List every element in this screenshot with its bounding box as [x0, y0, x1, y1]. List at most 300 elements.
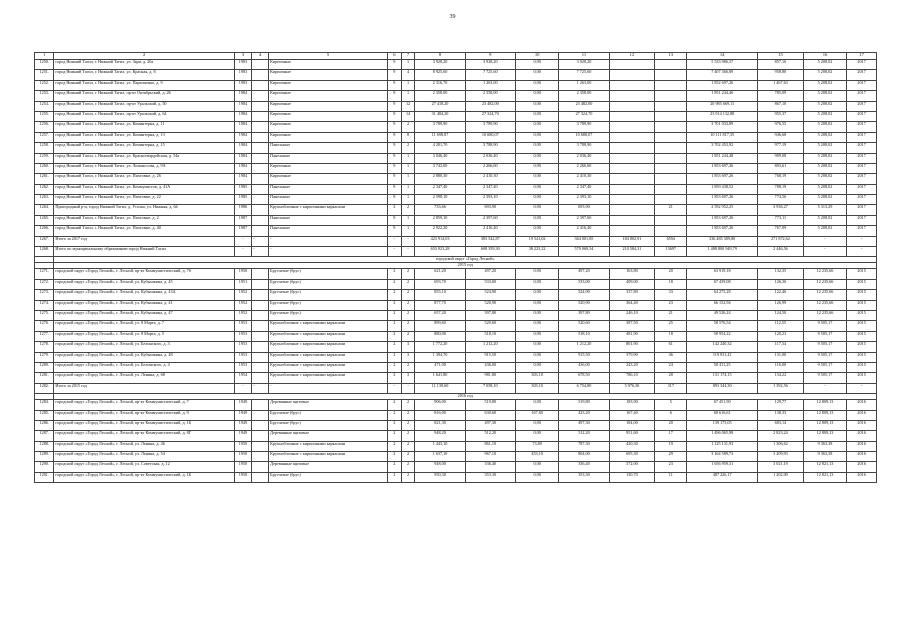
table-cell: 1276.	[35, 321, 54, 331]
address-cell: городской округ «Город Лесной», г. Лесной, ул. Белинского, д. 4	[54, 362, 235, 372]
table-cell: 5 208,02	[803, 153, 846, 163]
table-cell: 0,00	[515, 174, 558, 184]
table-cell: 1287.	[35, 431, 54, 441]
table-cell: 1255.	[35, 111, 54, 121]
address-cell: Пригородный р-н, город Нижний Тагил, д. Усолка, ул. Нижняя, д. 64	[54, 205, 235, 215]
table-cell: 12 809,13	[803, 410, 846, 420]
address-cell: городской округ «Город Лесной», г. Лесной, пр-кт Коммунистический, д. 7	[54, 400, 235, 410]
table-cell: 1251.	[35, 70, 54, 80]
table-cell: 1262.	[35, 184, 54, 194]
table-cell: 1954	[234, 373, 251, 383]
table-cell: 2	[387, 342, 401, 352]
table-cell: 9 505,17	[803, 352, 846, 362]
table-cell: 11 698,87	[415, 132, 465, 142]
table-cell: 1986	[234, 205, 251, 215]
table-cell: 1983	[234, 70, 251, 80]
table-cell: 0,00	[515, 143, 558, 153]
table-cell: 2017	[847, 101, 877, 111]
table-cell: 2 316,70	[415, 80, 465, 90]
table-cell: 8	[401, 132, 415, 142]
header-cell: 15	[758, 53, 804, 60]
table-cell: 1 853 697,26	[687, 174, 758, 184]
address-cell: Итого за 2015 год	[54, 383, 235, 393]
table-cell: 2	[401, 410, 415, 420]
table-cell	[252, 205, 269, 215]
table-cell: 512,20	[559, 431, 609, 441]
table-cell	[252, 452, 269, 462]
table-cell: 3 046,40	[415, 153, 465, 163]
table-cell: Брусчатые (брус)	[269, 279, 388, 289]
table-cell	[655, 101, 687, 111]
table-cell: 0,00	[515, 163, 558, 173]
table-cell: 2	[387, 300, 401, 310]
table-cell: 519,80	[559, 400, 609, 410]
address-cell: городской округ «Город Лесной», г. Лесной, ул. 8 Марта, д. 7	[54, 321, 235, 331]
table-cell: 23 482,00	[465, 101, 515, 111]
table-cell: 0,00	[515, 462, 558, 472]
table-cell: 816,00	[415, 410, 465, 420]
table-cell: 317	[655, 383, 687, 393]
table-cell: 2	[401, 431, 415, 441]
table-cell: 21	[655, 310, 687, 320]
table-cell: 9	[387, 143, 401, 153]
address-cell: Итого за 2017 год	[54, 236, 235, 246]
table-cell	[252, 342, 269, 352]
table-cell: 12 235,66	[803, 310, 846, 320]
table-cell	[252, 373, 269, 383]
table-cell: -	[269, 236, 388, 246]
address-cell: городской округ «Город Лесной», г. Лесной, ул. Ленина, д. 68	[54, 373, 235, 383]
table-cell: 861,10	[465, 441, 515, 451]
header-cell: 9	[465, 53, 515, 60]
table-cell: 2015	[847, 300, 877, 310]
table-cell: 2	[401, 205, 415, 215]
table-cell: 139 175,05	[687, 420, 758, 430]
table-row	[35, 215, 877, 225]
table-row	[35, 452, 877, 462]
table-cell: 58 954,22	[687, 331, 758, 341]
table-cell: 3 209,93	[758, 452, 804, 462]
table-cell: 1984	[234, 153, 251, 163]
table-cell: 24	[655, 362, 687, 372]
table-cell: 67 451,90	[687, 400, 758, 410]
table-cell: 1272.	[35, 279, 54, 289]
table-cell: 0,00	[515, 352, 558, 362]
table-row	[35, 383, 877, 393]
table-cell: 1983	[234, 80, 251, 90]
table-row	[35, 132, 877, 142]
header-cell: 2	[54, 53, 235, 60]
table-cell: 27 324,70	[465, 111, 515, 121]
table-cell: 18	[655, 279, 687, 289]
table-cell: 3 936,27	[758, 205, 804, 215]
table-cell: Кирпичные	[269, 111, 388, 121]
table-cell: 2 347,40	[465, 184, 515, 194]
table-cell: 61	[655, 342, 687, 352]
table-cell: 130,70	[609, 472, 655, 482]
table-cell: Крупноблочные с кирпичными каркасами	[269, 342, 388, 352]
table-cell: 0,00	[515, 184, 558, 194]
table-cell: -	[847, 383, 877, 393]
table-cell: 2017	[847, 205, 877, 215]
table-cell: 13697	[655, 247, 687, 257]
table-cell: 6594	[655, 236, 687, 246]
table-cell: 0,00	[515, 279, 558, 289]
table-cell: 9	[387, 122, 401, 132]
table-cell	[252, 472, 269, 482]
table-cell: 821,30	[415, 420, 465, 430]
table-cell: 1278.	[35, 342, 54, 352]
table-cell: 5 208,02	[803, 122, 846, 132]
table-cell: -	[269, 247, 388, 257]
table-cell: 867,10	[758, 101, 804, 111]
table-cell	[252, 290, 269, 300]
address-cell: город Нижний Тагил, г. Нижний Тагил, пр-кт Уральский, д. 50	[54, 101, 235, 111]
table-cell: 2017	[847, 91, 877, 101]
table-cell	[252, 279, 269, 289]
table-cell: Брусчатые (брус)	[269, 290, 388, 300]
table-row	[35, 400, 877, 410]
table-cell: 12 821,13	[803, 462, 846, 472]
address-cell: город Нижний Тагил, г. Нижний Тагил, ул. Пихтовые, д. 40	[54, 226, 235, 236]
table-cell: 1951	[234, 279, 251, 289]
table-cell: 0,00	[515, 290, 558, 300]
table-cell	[655, 143, 687, 153]
table-cell	[252, 163, 269, 173]
table-cell: 2015	[847, 321, 877, 331]
table-cell	[252, 269, 269, 279]
table-cell: -	[847, 247, 877, 257]
table-cell: 9	[387, 163, 401, 173]
table-cell: 497,30	[465, 420, 515, 430]
table-cell: 1291.	[35, 472, 54, 482]
table-row	[35, 205, 877, 215]
table-cell: 520,60	[559, 321, 609, 331]
table-cell: 1265.	[35, 215, 54, 225]
table-cell: 767,09	[758, 226, 804, 236]
table-cell: 131,00	[758, 352, 804, 362]
table-cell: 336 485 309,80	[687, 236, 758, 246]
table-cell: Крупноблочные с кирпичными каркасами	[269, 441, 388, 451]
table-cell: 899,60	[415, 321, 465, 331]
table-cell: 10 680,07	[559, 132, 609, 142]
table-cell: 1 212,20	[559, 342, 609, 352]
table-cell	[609, 101, 655, 111]
table-cell: 2017	[847, 122, 877, 132]
table-cell: 1259.	[35, 153, 54, 163]
table-cell: 693,90	[559, 205, 609, 215]
table-cell: 1 853 697,26	[687, 215, 758, 225]
table-cell: 2017	[847, 80, 877, 90]
header-cell: 10	[515, 53, 558, 60]
table-cell: 2 922,20	[415, 226, 465, 236]
table-cell: 6	[655, 410, 687, 420]
table-cell: 58 576,54	[687, 321, 758, 331]
header-cell: 14	[687, 53, 758, 60]
table-cell	[609, 163, 655, 173]
table-cell: 271 872,62	[758, 236, 804, 246]
table-cell: 423 914,03	[415, 236, 465, 246]
table-cell: 3 788,90	[465, 143, 515, 153]
table-cell: 2015	[847, 362, 877, 372]
table-cell: -	[803, 236, 846, 246]
table-row	[35, 362, 877, 372]
table-cell	[252, 184, 269, 194]
table-cell: 1	[401, 163, 415, 173]
table-cell: 1 852 697,26	[687, 80, 758, 90]
table-cell: Панельные	[269, 195, 388, 205]
table-cell: 774,56	[758, 195, 804, 205]
table-cell: Брусчатые (брус)	[269, 269, 388, 279]
table-cell: 1268.	[35, 247, 54, 257]
table-cell: 9 363,38	[803, 441, 846, 451]
table-cell: 1985	[234, 195, 251, 205]
table-cell: 2	[401, 452, 415, 462]
table-cell: 1 859 438,52	[687, 184, 758, 194]
table-cell	[655, 91, 687, 101]
table-cell	[655, 70, 687, 80]
header-cell: 13	[655, 53, 687, 60]
table-cell: 9 505,17	[803, 331, 846, 341]
table-cell: 11	[655, 472, 687, 482]
table-cell: 120,23	[758, 331, 804, 341]
table-cell: Кирпичные	[269, 101, 388, 111]
table-cell: 379,90	[609, 352, 655, 362]
table-cell: 1984	[234, 122, 251, 132]
table-cell: 1257.	[35, 132, 54, 142]
table-cell: 1 488 800 949,79	[687, 247, 758, 257]
table-cell: 1949	[234, 410, 251, 420]
table-cell: Панельные	[269, 184, 388, 194]
table-cell: 2	[401, 269, 415, 279]
table-cell: 33	[655, 290, 687, 300]
table-row	[35, 153, 877, 163]
header-cell: 11	[559, 53, 609, 60]
table-cell	[655, 226, 687, 236]
table-cell: 2 347,40	[415, 184, 465, 194]
table-cell	[252, 80, 269, 90]
table-cell: 0,00	[515, 310, 558, 320]
section-title: 2015 год	[54, 263, 877, 269]
table-cell: Брусчатые (брус)	[269, 310, 388, 320]
table-cell: 5 208,02	[803, 184, 846, 194]
table-cell: 28	[655, 373, 687, 383]
table-cell	[252, 60, 269, 70]
table-cell: 9	[387, 101, 401, 111]
address-cell: город Нижний Тагил, г. Нижний Тагил, ул. Коминтерна, д. 15	[54, 143, 235, 153]
table-row	[35, 80, 877, 90]
table-cell: 1952	[234, 290, 251, 300]
table-row	[35, 91, 877, 101]
table-cell: Крупноблочные с кирпичными каркасами	[269, 205, 388, 215]
table-cell: 2	[387, 310, 401, 320]
table-cell: 31 484,20	[415, 111, 465, 121]
table-cell	[655, 60, 687, 70]
address-cell: город Нижний Тагил, г. Нижний Тагил, ул. Пихтовые, д. 26	[54, 174, 235, 184]
table-cell: 0,00	[515, 215, 558, 225]
table-cell: 353,30	[559, 472, 609, 482]
table-cell: 2017	[847, 111, 877, 121]
table-cell	[655, 122, 687, 132]
table-cell: 20	[655, 420, 687, 430]
table-cell: 0,00	[515, 101, 558, 111]
table-cell: 497,20	[559, 269, 609, 279]
table-cell: -	[234, 247, 251, 257]
table-cell: 487 226,17	[687, 472, 758, 482]
table-cell	[252, 91, 269, 101]
table-cell: 243,20	[609, 362, 655, 372]
table-cell: 2	[387, 269, 401, 279]
table-cell: 1	[401, 174, 415, 184]
table-cell: 2015	[847, 352, 877, 362]
table-cell: 9	[387, 132, 401, 142]
table-cell: 1953	[234, 362, 251, 372]
table-cell: 9 505,17	[803, 321, 846, 331]
table-cell: 773,11	[758, 215, 804, 225]
table-cell: 1 212,20	[465, 342, 515, 352]
table-cell: 364 001,85	[559, 236, 609, 246]
table-cell	[252, 122, 269, 132]
table-cell: 3 928,20	[559, 60, 609, 70]
table-cell: 893 344,30	[687, 383, 758, 393]
table-cell: 0,00	[515, 472, 558, 482]
table-cell: 68 616,61	[687, 410, 758, 420]
table-cell: 29	[655, 452, 687, 462]
table-cell: Крупноблочные с кирпичными каркасами	[269, 321, 388, 331]
table-cell: 38 223,22	[515, 247, 558, 257]
header-cell: 3	[234, 53, 251, 60]
table-cell: Крупноблочные с кирпичными каркасами	[269, 452, 388, 462]
table-cell: 1271.	[35, 269, 54, 279]
table-cell: -	[401, 383, 415, 393]
table-cell: 1275.	[35, 310, 54, 320]
table-cell: 2	[387, 462, 401, 472]
table-cell: 1 496 065,98	[687, 431, 758, 441]
table-cell: 126,36	[758, 279, 804, 289]
table-cell: 2 036,40	[559, 153, 609, 163]
table-cell: 337,80	[609, 290, 655, 300]
table-cell	[655, 80, 687, 90]
table-cell: 497,20	[465, 269, 515, 279]
table-cell: 533,00	[559, 279, 609, 289]
table-cell: 695,30	[609, 452, 655, 462]
table-cell: 3	[401, 373, 415, 383]
table-cell: 693,90	[465, 205, 515, 215]
table-cell: 1 637,10	[415, 452, 465, 462]
table-cell: 1256.	[35, 122, 54, 132]
table-cell: 877,70	[415, 300, 465, 310]
table-cell: 950,30	[415, 472, 465, 482]
table-cell: 2	[401, 362, 415, 372]
address-cell: городской округ «Город Лесной», г. Лесной, ул. Ленина, д. 46	[54, 441, 235, 451]
table-cell: 1949	[234, 400, 251, 410]
table-cell: 2	[401, 472, 415, 482]
table-cell: 18	[655, 331, 687, 341]
table-cell: 2 358,00	[559, 91, 609, 101]
table-cell: 1950	[234, 452, 251, 462]
table-cell: 131 174,15	[687, 373, 758, 383]
table-cell: 0,00	[515, 226, 558, 236]
table-cell: 2 598,10	[415, 195, 465, 205]
table-cell: 5 976,30	[609, 383, 655, 393]
table-cell: 2015	[847, 290, 877, 300]
table-cell	[609, 70, 655, 80]
table-cell: 0,00	[515, 431, 558, 441]
table-cell: 948,20	[415, 431, 465, 441]
table-cell: 0,00	[515, 400, 558, 410]
table-cell: 1 202,00	[758, 472, 804, 482]
table-row	[35, 247, 877, 257]
table-cell	[252, 226, 269, 236]
table-cell: 1950	[234, 462, 251, 472]
table-cell: Брусчатые (брус)	[269, 472, 388, 482]
address-cell: город Нижний Тагил, г. Нижний Тагил, ул. Коммунистов, д. 41А	[54, 184, 235, 194]
address-cell: город Нижний Тагил, г. Нижний Тагил, ул. Красногвардейская, д. 54а	[54, 153, 235, 163]
table-cell: 1983	[234, 60, 251, 70]
table-cell	[252, 70, 269, 80]
table-cell: -	[387, 383, 401, 393]
table-cell: 17	[655, 431, 687, 441]
table-cell: 1 263,00	[465, 80, 515, 90]
table-cell: 1953	[234, 352, 251, 362]
table-cell: 1258.	[35, 143, 54, 153]
table-cell: 2015	[847, 373, 877, 383]
table-cell: 857,16	[758, 60, 804, 70]
table-cell: 19	[655, 441, 687, 451]
table-cell: 20 985 669,11	[687, 101, 758, 111]
table-cell: 1 392,56	[758, 383, 804, 393]
table-row	[35, 310, 877, 320]
table-cell: 2 358,00	[465, 91, 515, 101]
table-cell: 2	[387, 205, 401, 215]
table-cell: 2	[387, 373, 401, 383]
table-cell: 1 306,62	[758, 441, 804, 451]
table-cell: 0,00	[515, 80, 558, 90]
table-cell: 2017	[847, 174, 877, 184]
table-cell	[252, 352, 269, 362]
table-row	[35, 410, 877, 420]
table-cell: 167,40	[609, 410, 655, 420]
table-cell: 2016	[847, 410, 877, 420]
table-cell: 906,00	[415, 400, 465, 410]
table-cell: 5 208,02	[803, 60, 846, 70]
table-cell	[609, 80, 655, 90]
table-cell: 3 702 453,92	[687, 143, 758, 153]
table-cell: 2	[401, 290, 415, 300]
table-cell: 657,20	[415, 310, 465, 320]
table-cell: 1	[401, 91, 415, 101]
table-cell: 2016	[847, 441, 877, 451]
table-cell: 1 443,10	[415, 441, 465, 451]
table-cell: 524,90	[465, 290, 515, 300]
table-row	[35, 174, 877, 184]
table-cell: 2	[401, 321, 415, 331]
table-cell: 2	[387, 420, 401, 430]
address-cell: городской округ «Город Лесной», г. Лесной, ул. Советская, д. 12	[54, 462, 235, 472]
table-cell: 1280.	[35, 362, 54, 372]
table-cell: 5 208,02	[803, 174, 846, 184]
table-cell: 1264.	[35, 205, 54, 215]
table-cell: 397,80	[465, 310, 515, 320]
table-cell: 2016	[847, 472, 877, 482]
table-cell	[252, 400, 269, 410]
table-cell: 630,60	[465, 410, 515, 420]
table-cell: 9	[387, 195, 401, 205]
table-cell: 7 725,60	[465, 70, 515, 80]
table-cell	[252, 462, 269, 472]
table-cell: 946,68	[758, 132, 804, 142]
table-cell: 1274.	[35, 300, 54, 310]
